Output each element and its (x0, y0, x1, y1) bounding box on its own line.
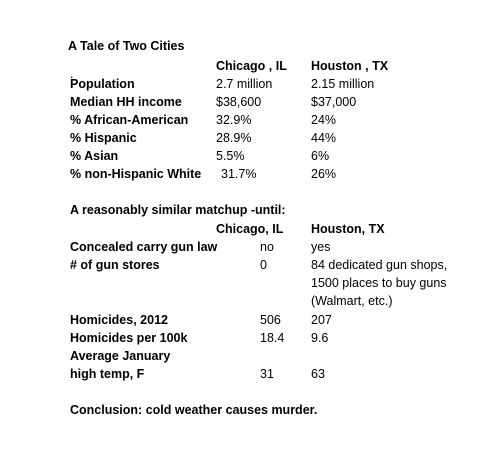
table2-cell-chicago: 0 (260, 258, 267, 272)
table1-row-label: % non-Hispanic White (70, 167, 202, 181)
table1-row-label: Median HH income (70, 95, 182, 109)
table2-cell-houston: 84 dedicated gun shops, (311, 258, 448, 272)
table1-cell-chicago: 32.9% (216, 113, 252, 127)
table2-cell-chicago: no (260, 240, 274, 254)
table1-header-houston: Houston , TX (311, 59, 389, 73)
table2-cell-houston: yes (311, 240, 331, 254)
table2-cell-chicago: 31 (260, 367, 274, 381)
table2-row-label: Homicides per 100k (70, 331, 188, 345)
table1-cell-houston: 2.15 million (311, 77, 375, 91)
table2-row-label: Homicides, 2012 (70, 313, 168, 327)
table1-cell-houston: $37,000 (311, 95, 357, 109)
page-title: A Tale of Two Cities (68, 39, 185, 53)
table1-header-chicago: Chicago , IL (216, 59, 287, 73)
table2-cell-houston: 9.6 (311, 331, 329, 345)
table1-row-label: Population (70, 77, 135, 91)
table2-row-label: Concealed carry gun law (70, 240, 218, 254)
table2-cell-chicago: 18.4 (260, 331, 285, 345)
stray-dot: . (70, 67, 74, 81)
table1-row-label: % Asian (70, 149, 119, 163)
table2-row-label: # of gun stores (70, 258, 160, 272)
table2-cell-houston-line3: (Walmart, etc.) (311, 294, 393, 308)
table2-cell-houston: 207 (311, 313, 332, 327)
table1-cell-chicago: $38,600 (216, 95, 262, 109)
table1-cell-houston: 6% (311, 149, 330, 163)
table2-cell-houston: 63 (311, 367, 325, 381)
table1-cell-chicago: 28.9% (216, 131, 252, 145)
table1-row-label: % African-American (70, 113, 189, 127)
table1-cell-chicago: 31.7% (221, 167, 257, 181)
table1-cell-houston: 26% (311, 167, 337, 181)
table2-header-chicago: Chicago, IL (216, 222, 284, 236)
table1-cell-chicago: 2.7 million (216, 77, 273, 91)
table2-header-houston: Houston, TX (311, 222, 385, 236)
table1-cell-houston: 44% (311, 131, 337, 145)
table2-row-label: Average January (70, 349, 171, 363)
table2-cell-houston-line2: 1500 places to buy guns (311, 276, 447, 290)
table1-row-label: % Hispanic (70, 131, 137, 145)
conclusion-text: Conclusion: cold weather causes murder. (70, 403, 318, 417)
table2-row-label-line2: high temp, F (70, 367, 145, 381)
table2-cell-chicago: 506 (260, 313, 281, 327)
table1-cell-houston: 24% (311, 113, 337, 127)
table1-cell-chicago: 5.5% (216, 149, 245, 163)
section-subtitle: A reasonably similar matchup -until: (70, 203, 286, 217)
